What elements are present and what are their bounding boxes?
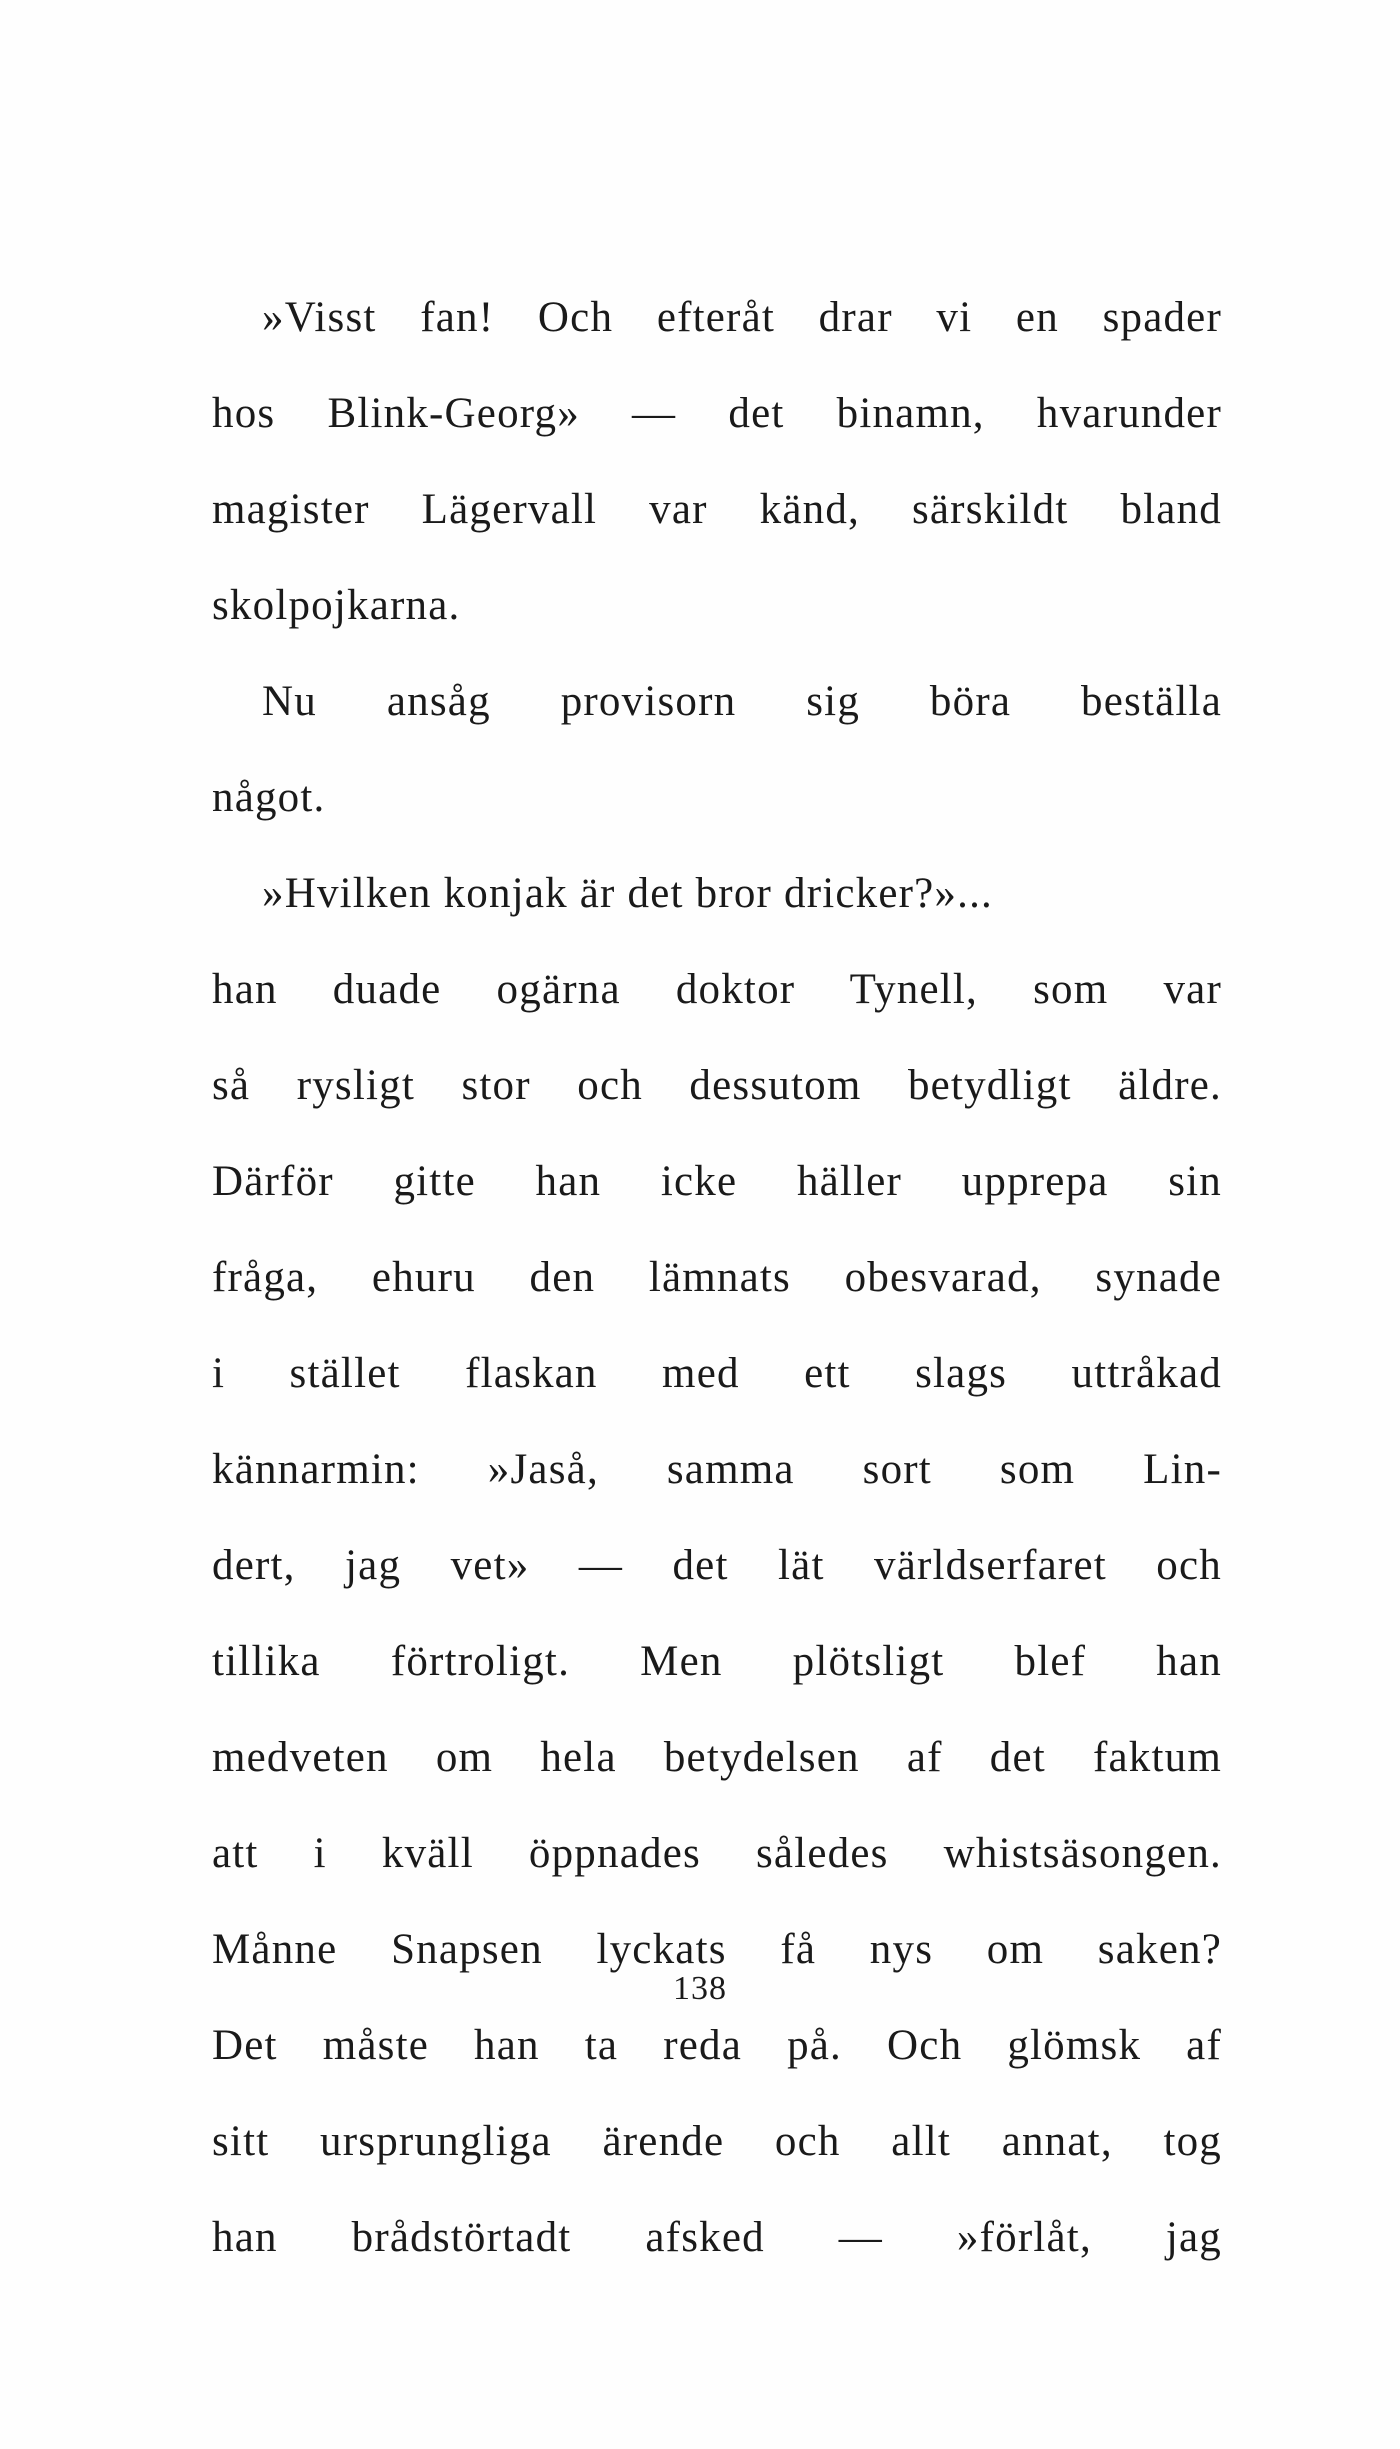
text-line: fråga, ehuru den lämnats obesvarad, synade	[212, 1254, 1222, 1301]
text-line: magister Lägervall var känd, särskildt bland	[212, 486, 1222, 533]
text-line: Därför gitte han icke häller upprepa sin	[212, 1158, 1222, 1205]
page-number: 138	[673, 1970, 727, 2007]
text-line: Nu ansåg provisorn sig böra beställa	[262, 678, 1222, 725]
text-line: i stället flaskan med ett slags uttråkad	[212, 1350, 1222, 1397]
text-line: »Hvilken konjak är det bror dricker?»...	[262, 870, 993, 917]
text-line: han duade ogärna doktor Tynell, som var	[212, 966, 1222, 1013]
text-line: Månne Snapsen lyckats få nys om saken?	[212, 1926, 1222, 1973]
text-line: skolpojkarna.	[212, 582, 461, 629]
text-line: »Visst fan! Och efteråt drar vi en spader	[262, 294, 1222, 341]
text-line: kännarmin: »Jaså, samma sort som Lin-	[212, 1446, 1222, 1493]
text-line: han brådstörtadt afsked — »förlåt, jag	[212, 2214, 1222, 2261]
text-line: tillika förtroligt. Men plötsligt blef han	[212, 1638, 1222, 1685]
text-line: något.	[212, 774, 326, 821]
text-line: att i kväll öppnades således whistsäsongen.	[212, 1830, 1222, 1877]
text-line: hos Blink-Georg» — det binamn, hvarunder	[212, 390, 1222, 437]
text-line: så rysligt stor och dessutom betydligt äldre.	[212, 1062, 1222, 1109]
text-line: medveten om hela betydelsen af det faktum	[212, 1734, 1222, 1781]
text-line: Det måste han ta reda på. Och glömsk af	[212, 2022, 1222, 2069]
text-line: dert, jag vet» — det lät världserfaret och	[212, 1542, 1222, 1589]
text-line: sitt ursprungliga ärende och allt annat, tog	[212, 2118, 1222, 2165]
